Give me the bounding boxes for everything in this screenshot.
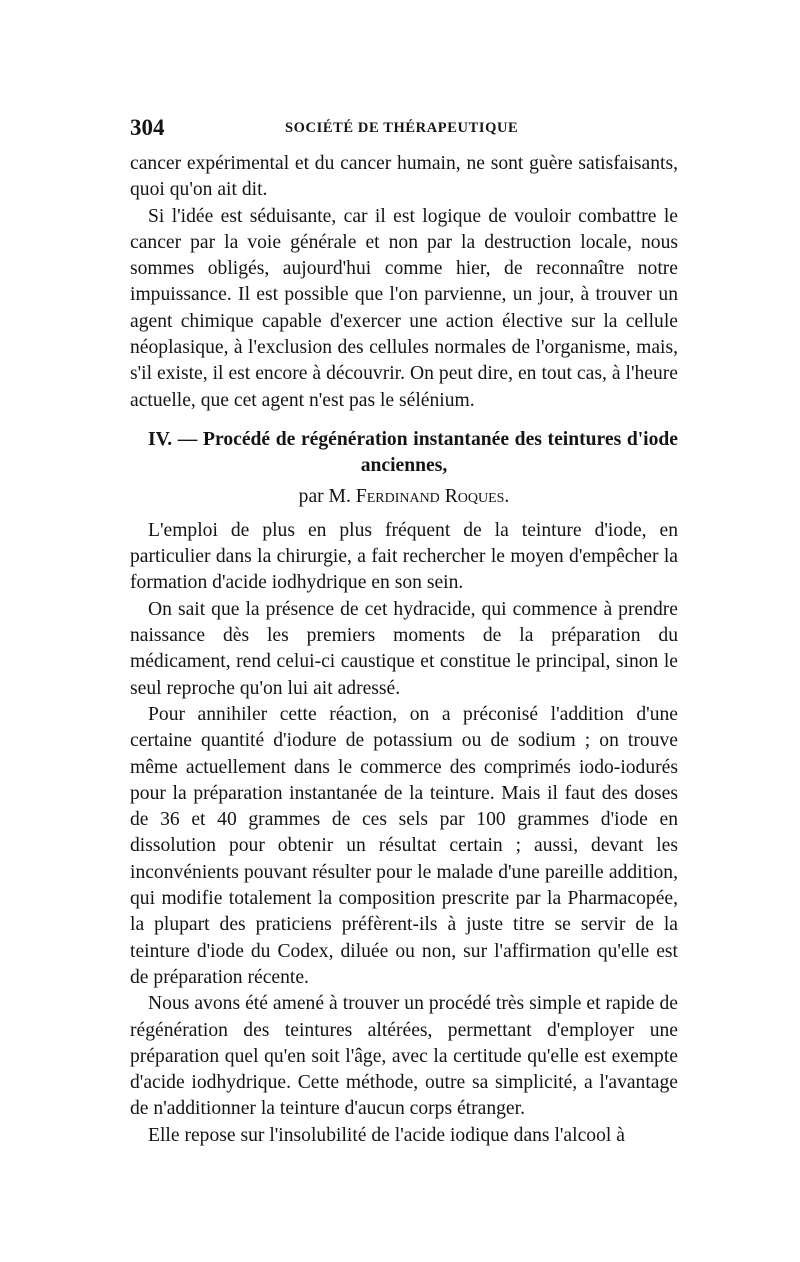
page-number: 304 xyxy=(130,115,165,140)
paragraph-continuation: cancer expérimental et du cancer humain, ne sont guère satisfaisants, quoi qu'on ait dit. xyxy=(130,153,678,201)
section-heading: IV. — Procédé de régénération instantanée des teintures d'iode anciennes, xyxy=(148,428,678,477)
section-heading-block xyxy=(130,414,678,518)
author-byline xyxy=(130,480,678,518)
paragraph: On sait que la présence de cet hydracide, qui commence à prendre naissance dès les premiers moments de la préparation du médicament, rend celui-ci caustique et constitue le principal, sinon le seul reproche qu'on lui ait adressé. xyxy=(130,598,678,699)
paragraph: Nous avons été amené à trouver un procédé très simple et rapide de régénération des teintures altérées, permettant d'employer une préparation quel qu'en soit l'âge, avec la certitude qu'elle est exempte d'acide iodhydrique. Cette méthode, outre sa simplicité, a l'avantage de n'additionner la teinture d'aucun corps étranger. xyxy=(130,993,678,1120)
paragraph: L'emploi de plus en plus fréquent de la teinture d'iode, en particulier dans la chirurgie, a fait rechercher le moyen d'empêcher la formation d'acide iodhydrique en son sein. xyxy=(130,519,678,594)
paragraph: Si l'idée est séduisante, car il est logique de vouloir combattre le cancer par la voie générale et non par la destruction locale, nous sommes obligés, aujourd'hui comme hier, de reconnaître notre impuissance. Il est possible que l'on parvienne, un jour, à trouver un agent chimique capable d'exercer une action élective sur la cellule néoplasique, à l'exclusion des cellules normales de l'organisme, mais, s'il existe, il est encore à découvrir. On peut dire, en tout cas, à l'heure actuelle, que cet agent n'est pas le sélénium. xyxy=(130,205,678,411)
paragraph: Pour annihiler cette réaction, on a préconisé l'addition d'une certaine quantité d'iodure de potassium ou de sodium ; on trouve même actuellement dans le commerce des comprimés iodo-iodurés pour la préparation instantanée de la teinture. Mais il faut des doses de 36 et 40 grammes de ces sels par 100 grammes d'iode en dissolution pour obtenir un résultat certain ; aussi, devant les inconvénients pouvant résulter pour le malade d'une pareille addition, qui modifie totalement la composition prescrite par la Pharmacopée, la plupart des praticiens préfèrent-ils à juste titre se servir de la teinture d'iode du Codex, diluée ou non, sur l'affirmation qu'elle est de préparation récente. xyxy=(130,703,678,988)
journal-title: SOCIÉTÉ DE THÉRAPEUTIQUE xyxy=(285,120,519,136)
page-body xyxy=(130,151,678,1149)
running-header xyxy=(130,112,678,144)
byline-prefix: par M. xyxy=(298,485,351,507)
paragraph-continues: Elle repose sur l'insolubilité de l'acide iodique dans l'alcool à xyxy=(148,1124,625,1146)
author-name: Ferdinand Roques. xyxy=(355,485,510,507)
